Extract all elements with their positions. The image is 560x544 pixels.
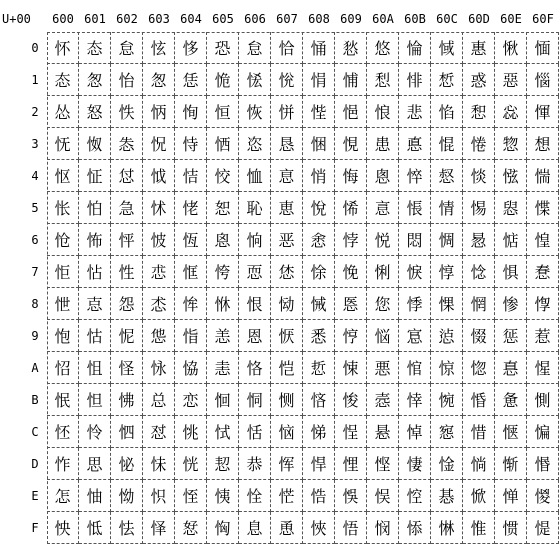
glyph-cell: 恿 <box>271 512 303 544</box>
glyph-cell: 悐 <box>335 32 367 64</box>
glyph-cell: 怳 <box>143 128 175 160</box>
glyph-cell: 恈 <box>175 288 207 320</box>
glyph-cell: 悖 <box>335 224 367 256</box>
glyph-cell: 恮 <box>239 480 271 512</box>
glyph-cell: 恇 <box>175 256 207 288</box>
glyph-cell: 恄 <box>175 160 207 192</box>
glyph-cell: 悏 <box>303 512 335 544</box>
glyph-cell: 怹 <box>143 320 175 352</box>
glyph-cell: 恙 <box>207 320 239 352</box>
glyph-cell: 恍 <box>175 448 207 480</box>
glyph-cell: 恷 <box>271 256 303 288</box>
row-header: B <box>31 393 39 407</box>
glyph-cell: 恐 <box>207 32 239 64</box>
glyph-cell: 怅 <box>47 192 79 224</box>
glyph-cell: 态 <box>47 64 79 96</box>
glyph-cell: 悡 <box>367 64 399 96</box>
row-header: F <box>31 521 39 535</box>
glyph-cell: 悄 <box>303 160 335 192</box>
glyph-cell: 愐 <box>527 32 559 64</box>
glyph-cell: 怋 <box>47 384 79 416</box>
row-header: D <box>31 457 39 471</box>
glyph-cell: 怒 <box>79 96 111 128</box>
glyph-cell: 惝 <box>463 448 495 480</box>
glyph-cell: 悛 <box>335 384 367 416</box>
glyph-cell: 惛 <box>463 384 495 416</box>
glyph-cell: 恔 <box>207 160 239 192</box>
glyph-cell: 惓 <box>463 128 495 160</box>
glyph-cell: 惶 <box>527 224 559 256</box>
glyph-cell: 恎 <box>175 480 207 512</box>
glyph-cell: 悁 <box>303 64 335 96</box>
column-header: 609 <box>340 12 362 26</box>
glyph-cell: 惮 <box>495 480 527 512</box>
glyph-cell: 恩 <box>239 320 271 352</box>
glyph-cell: 怸 <box>143 288 175 320</box>
glyph-cell: 悤 <box>367 160 399 192</box>
glyph-cell: 悬 <box>367 416 399 448</box>
glyph-cell: 悕 <box>335 192 367 224</box>
glyph-cell: 惙 <box>463 320 495 352</box>
column-header: 608 <box>308 12 330 26</box>
glyph-cell: 恛 <box>207 384 239 416</box>
glyph-cell: 悂 <box>303 96 335 128</box>
glyph-cell: 情 <box>431 192 463 224</box>
glyph-cell: 惬 <box>495 416 527 448</box>
glyph-cell: 怛 <box>79 384 111 416</box>
glyph-cell: 惕 <box>463 192 495 224</box>
glyph-cell: 惎 <box>431 480 463 512</box>
glyph-cell: 怺 <box>143 352 175 384</box>
glyph-cell: 恴 <box>271 160 303 192</box>
glyph-cell: 怿 <box>143 512 175 544</box>
glyph-cell: 惨 <box>495 288 527 320</box>
glyph-cell: 悒 <box>335 96 367 128</box>
column-header: 60A <box>372 12 394 26</box>
glyph-cell: 怮 <box>111 480 143 512</box>
glyph-cell: 恥 <box>239 192 271 224</box>
glyph-cell: 惌 <box>431 416 463 448</box>
glyph-cell: 悺 <box>399 352 431 384</box>
column-header: 60C <box>436 12 458 26</box>
glyph-cell: 怂 <box>47 96 79 128</box>
glyph-cell: 恉 <box>175 320 207 352</box>
glyph-cell: 恚 <box>207 352 239 384</box>
glyph-cell: 恣 <box>239 128 271 160</box>
glyph-cell: 惼 <box>527 416 559 448</box>
glyph-cell: 惆 <box>431 224 463 256</box>
row-header: 5 <box>31 201 39 215</box>
glyph-cell: 怄 <box>47 160 79 192</box>
glyph-cell: 悭 <box>367 448 399 480</box>
glyph-cell: 恼 <box>271 416 303 448</box>
row-header: 0 <box>31 41 39 55</box>
glyph-cell: 怠 <box>239 32 271 64</box>
glyph-cell: 恀 <box>175 32 207 64</box>
glyph-cell: 悹 <box>399 320 431 352</box>
glyph-cell: 悋 <box>303 384 335 416</box>
glyph-cell: 惻 <box>527 384 559 416</box>
glyph-cell: 惴 <box>527 160 559 192</box>
glyph-cell: 怽 <box>143 448 175 480</box>
glyph-cell: 患 <box>367 128 399 160</box>
glyph-cell: 恨 <box>239 288 271 320</box>
glyph-cell: 惵 <box>527 192 559 224</box>
glyph-cell: 恱 <box>271 64 303 96</box>
glyph-cell: 怼 <box>143 416 175 448</box>
row-header: 3 <box>31 137 39 151</box>
glyph-cell: 惧 <box>495 256 527 288</box>
glyph-cell: 思 <box>79 448 111 480</box>
row-header: 9 <box>31 329 39 343</box>
glyph-cell: 悉 <box>303 320 335 352</box>
glyph-cell: 惑 <box>463 64 495 96</box>
glyph-cell: 怬 <box>111 416 143 448</box>
glyph-cell: 悵 <box>399 192 431 224</box>
glyph-cell: 怜 <box>79 416 111 448</box>
glyph-cell: 悿 <box>399 512 431 544</box>
glyph-cell: 怌 <box>47 416 79 448</box>
glyph-cell: 悳 <box>399 128 431 160</box>
glyph-cell: 恕 <box>207 192 239 224</box>
glyph-cell: 恦 <box>239 224 271 256</box>
glyph-cell: 惥 <box>495 192 527 224</box>
glyph-cell: 怊 <box>47 352 79 384</box>
glyph-cell: 怴 <box>143 160 175 192</box>
glyph-cell: 惾 <box>527 480 559 512</box>
glyph-cell: 悻 <box>399 384 431 416</box>
glyph-cell: 怾 <box>143 480 175 512</box>
glyph-cell: 惩 <box>495 320 527 352</box>
glyph-cell: 悃 <box>303 128 335 160</box>
glyph-cell: 恋 <box>175 384 207 416</box>
glyph-cell: 惡 <box>495 64 527 96</box>
glyph-cell: 悴 <box>399 160 431 192</box>
glyph-cell: 悙 <box>335 320 367 352</box>
glyph-cell: 恹 <box>271 320 303 352</box>
glyph-cell: 惔 <box>463 160 495 192</box>
glyph-cell: 恊 <box>175 352 207 384</box>
glyph-cell: 恡 <box>239 64 271 96</box>
column-header: 605 <box>212 12 234 26</box>
glyph-cell: 恽 <box>271 448 303 480</box>
glyph-cell: 悑 <box>335 64 367 96</box>
glyph-cell: 怣 <box>111 128 143 160</box>
glyph-cell: 恑 <box>207 64 239 96</box>
glyph-cell: 恃 <box>175 128 207 160</box>
glyph-cell: 恵 <box>271 192 303 224</box>
row-header: E <box>31 489 39 503</box>
glyph-cell: 恏 <box>175 512 207 544</box>
glyph-cell: 惒 <box>463 96 495 128</box>
glyph-cell: 恳 <box>271 128 303 160</box>
glyph-cell: 恻 <box>271 384 303 416</box>
glyph-cell: 态 <box>79 32 111 64</box>
row-header: 6 <box>31 233 39 247</box>
glyph-cell: 恞 <box>207 480 239 512</box>
glyph-cell: 悾 <box>399 480 431 512</box>
glyph-cell: 悠 <box>367 32 399 64</box>
glyph-cell: 怀 <box>47 32 79 64</box>
glyph-cell: 惀 <box>399 32 431 64</box>
glyph-cell: 悍 <box>303 448 335 480</box>
glyph-cell: 惢 <box>495 96 527 128</box>
glyph-cell: 怟 <box>79 512 111 544</box>
glyph-cell: 惽 <box>527 448 559 480</box>
glyph-cell: 怵 <box>143 192 175 224</box>
glyph-cell: 怡 <box>111 64 143 96</box>
glyph-cell: 怉 <box>47 320 79 352</box>
glyph-cell: 恫 <box>239 384 271 416</box>
glyph-cell: 恒 <box>207 96 239 128</box>
glyph-cell: 恲 <box>271 96 303 128</box>
corner-label: U+00 <box>2 12 31 26</box>
column-header: 600 <box>52 12 74 26</box>
glyph-cell: 惦 <box>495 224 527 256</box>
glyph-cell: 惈 <box>431 288 463 320</box>
glyph-cell: 恪 <box>239 352 271 384</box>
glyph-cell: 惹 <box>527 320 559 352</box>
column-header: 607 <box>276 12 298 26</box>
column-header: 60F <box>532 12 554 26</box>
row-header: A <box>31 361 39 375</box>
glyph-cell: 惜 <box>463 416 495 448</box>
glyph-cell: 怞 <box>79 480 111 512</box>
glyph-cell: 怱 <box>79 64 111 96</box>
glyph-cell: 怖 <box>79 224 111 256</box>
glyph-cell: 悧 <box>367 256 399 288</box>
glyph-cell: 怏 <box>47 512 79 544</box>
glyph-cell: 悎 <box>303 480 335 512</box>
glyph-cell: 您 <box>367 288 399 320</box>
glyph-cell: 怦 <box>111 224 143 256</box>
glyph-cell: 怍 <box>47 448 79 480</box>
glyph-cell: 惫 <box>495 384 527 416</box>
glyph-cell: 悥 <box>367 192 399 224</box>
glyph-cell: 悔 <box>335 160 367 192</box>
glyph-cell: 怶 <box>143 224 175 256</box>
glyph-cell: 怎 <box>47 480 79 512</box>
glyph-cell: 恶 <box>271 224 303 256</box>
glyph-cell: 恗 <box>207 256 239 288</box>
column-header: 603 <box>148 12 170 26</box>
glyph-cell: 恺 <box>271 352 303 384</box>
glyph-cell: 悯 <box>367 512 399 544</box>
row-header: 7 <box>31 265 39 279</box>
glyph-cell: 悢 <box>367 96 399 128</box>
glyph-cell: 惊 <box>431 352 463 384</box>
glyph-cell: 惁 <box>431 64 463 96</box>
glyph-cell: 惇 <box>431 256 463 288</box>
glyph-cell: 悀 <box>303 32 335 64</box>
glyph-cell: 恰 <box>271 32 303 64</box>
glyph-cell: 怢 <box>111 96 143 128</box>
glyph-cell: 悝 <box>335 448 367 480</box>
glyph-cell: 想 <box>527 128 559 160</box>
glyph-cell: 怙 <box>79 320 111 352</box>
glyph-cell: 恾 <box>271 480 303 512</box>
column-header: 604 <box>180 12 202 26</box>
glyph-cell: 悸 <box>399 288 431 320</box>
glyph-cell: 怲 <box>143 96 175 128</box>
glyph-cell: 惪 <box>495 352 527 384</box>
glyph-cell: 怷 <box>143 256 175 288</box>
glyph-cell: 怭 <box>111 448 143 480</box>
glyph-cell: 悪 <box>367 352 399 384</box>
glyph-cell: 恆 <box>175 224 207 256</box>
glyph-cell: 惋 <box>431 384 463 416</box>
column-header: 60E <box>500 12 522 26</box>
glyph-cell: 悅 <box>303 192 335 224</box>
glyph-cell: 惠 <box>463 32 495 64</box>
glyph-cell: 悘 <box>335 288 367 320</box>
glyph-cell: 悫 <box>367 384 399 416</box>
glyph-cell: 惚 <box>463 352 495 384</box>
glyph-cell: 悌 <box>303 416 335 448</box>
glyph-cell: 愀 <box>495 32 527 64</box>
glyph-cell: 性 <box>111 256 143 288</box>
glyph-cell: 怓 <box>79 128 111 160</box>
glyph-cell: 惂 <box>431 96 463 128</box>
glyph-cell: 恭 <box>239 448 271 480</box>
column-header: 60D <box>468 12 490 26</box>
glyph-cell: 悗 <box>335 256 367 288</box>
glyph-cell: 怆 <box>47 224 79 256</box>
row-header: 1 <box>31 73 39 87</box>
glyph-cell: 悇 <box>303 256 335 288</box>
glyph-cell: 恁 <box>175 64 207 96</box>
glyph-cell: 惖 <box>463 224 495 256</box>
glyph-cell: 悱 <box>399 64 431 96</box>
glyph-cell: 惷 <box>527 256 559 288</box>
glyph-grid <box>47 32 559 544</box>
glyph-cell: 怘 <box>79 288 111 320</box>
glyph-cell: 惞 <box>463 480 495 512</box>
glyph-cell: 悊 <box>303 352 335 384</box>
glyph-cell: 怯 <box>111 512 143 544</box>
glyph-cell: 总 <box>143 384 175 416</box>
glyph-cell: 恜 <box>207 416 239 448</box>
glyph-cell: 怗 <box>79 256 111 288</box>
glyph-cell: 悲 <box>399 96 431 128</box>
glyph-cell: 悜 <box>335 416 367 448</box>
glyph-cell: 惸 <box>527 288 559 320</box>
glyph-cell: 恢 <box>239 96 271 128</box>
glyph-cell: 恅 <box>175 192 207 224</box>
glyph-cell: 怪 <box>111 352 143 384</box>
glyph-cell: 恌 <box>175 416 207 448</box>
row-header: 2 <box>31 105 39 119</box>
glyph-cell: 惄 <box>431 160 463 192</box>
glyph-cell: 怈 <box>47 288 79 320</box>
glyph-cell: 惃 <box>431 128 463 160</box>
glyph-cell: 惣 <box>495 128 527 160</box>
glyph-cell: 恤 <box>239 160 271 192</box>
glyph-cell: 怩 <box>111 320 143 352</box>
glyph-cell: 惏 <box>431 512 463 544</box>
glyph-cell: 恧 <box>239 256 271 288</box>
glyph-cell: 惉 <box>431 320 463 352</box>
glyph-cell: 悚 <box>335 352 367 384</box>
glyph-cell: 惗 <box>463 256 495 288</box>
glyph-cell: 恖 <box>207 224 239 256</box>
glyph-cell: 惺 <box>527 352 559 384</box>
glyph-cell: 息 <box>239 512 271 544</box>
glyph-cell: 恬 <box>239 416 271 448</box>
glyph-cell: 悓 <box>335 128 367 160</box>
glyph-cell: 怇 <box>47 256 79 288</box>
glyph-cell: 悶 <box>399 224 431 256</box>
glyph-cell: 惱 <box>527 64 559 96</box>
glyph-cell: 恸 <box>271 288 303 320</box>
column-header: 601 <box>84 12 106 26</box>
glyph-cell: 怨 <box>111 288 143 320</box>
glyph-cell: 悆 <box>303 224 335 256</box>
glyph-cell: 惐 <box>431 32 463 64</box>
glyph-cell: 恘 <box>207 288 239 320</box>
glyph-cell: 恝 <box>207 448 239 480</box>
column-header: 606 <box>244 12 266 26</box>
glyph-cell: 怤 <box>111 160 143 192</box>
glyph-cell: 恟 <box>207 512 239 544</box>
glyph-cell: 惿 <box>527 512 559 544</box>
glyph-cell: 惲 <box>527 96 559 128</box>
glyph-cell: 悈 <box>303 288 335 320</box>
row-header: C <box>31 425 39 439</box>
row-header: 8 <box>31 297 39 311</box>
column-header: 602 <box>116 12 138 26</box>
glyph-cell: 悟 <box>335 512 367 544</box>
glyph-cell: 悩 <box>367 320 399 352</box>
column-header: 60B <box>404 12 426 26</box>
glyph-cell: 怕 <box>79 192 111 224</box>
glyph-cell: 惟 <box>463 512 495 544</box>
glyph-cell: 惍 <box>431 448 463 480</box>
glyph-cell: 怰 <box>143 32 175 64</box>
glyph-cell: 恓 <box>207 128 239 160</box>
glyph-cell: 怫 <box>111 384 143 416</box>
glyph-cell: 悽 <box>399 448 431 480</box>
glyph-cell: 惘 <box>463 288 495 320</box>
glyph-cell: 急 <box>111 192 143 224</box>
glyph-cell: 怚 <box>79 352 111 384</box>
glyph-cell: 悦 <box>367 224 399 256</box>
glyph-cell: 悼 <box>399 416 431 448</box>
glyph-cell: 怱 <box>143 64 175 96</box>
glyph-cell: 惤 <box>495 160 527 192</box>
glyph-cell: 怠 <box>111 32 143 64</box>
row-header: 4 <box>31 169 39 183</box>
glyph-cell: 悮 <box>367 480 399 512</box>
glyph-cell: 悷 <box>399 256 431 288</box>
glyph-cell: 悞 <box>335 480 367 512</box>
glyph-cell: 惭 <box>495 448 527 480</box>
glyph-cell: 怔 <box>79 160 111 192</box>
glyph-cell: 恂 <box>175 96 207 128</box>
glyph-cell: 怃 <box>47 128 79 160</box>
glyph-cell: 惯 <box>495 512 527 544</box>
